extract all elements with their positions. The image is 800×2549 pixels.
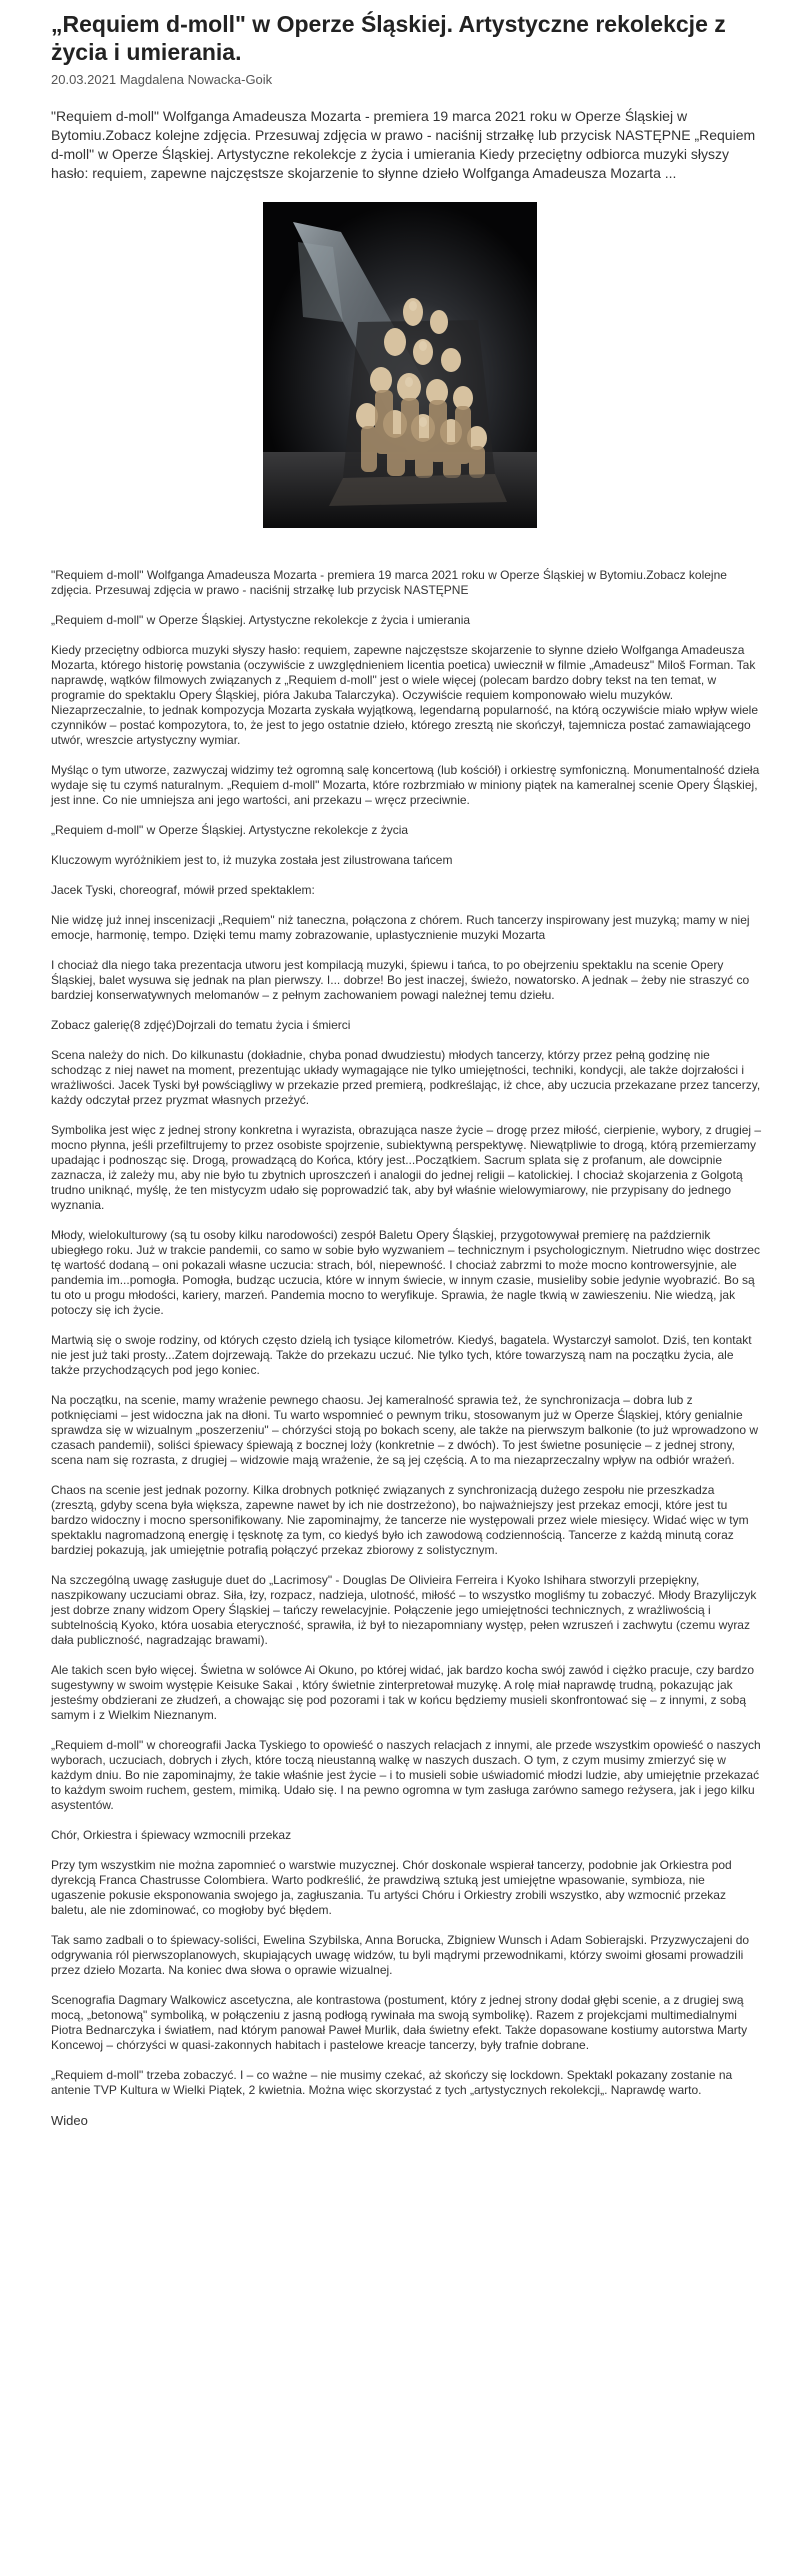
article-paragraph: Scenografia Dagmary Walkowicz ascetyczna, ale kontrastowa (postument, który z jednej strony dodał głębi scenie, a z drugiej swą mocą, „betonową" symboliką, w połączeniu z jasną podłogą rywinała ma swoją symbolikę). Razem z projekcjami multimedialnymi Piotra Bednarczyka i światłem, nad którym panował Paweł Murlik, dała świetny efekt. Także dopasowane kostiumy autorstwa Marty Koncewoj – chórzyści w quasi-zakonnych habitach i pastelowe kreacje tancerzy, były trafnie dobrane. (51, 1993, 748, 2052)
article-paragraph: Młody, wielokulturowy (są tu osoby kilku narodowości) zespół Baletu Opery Śląskiej, przygotowywał premierę na październik ubiegłego roku. Już w trakcie pandemii, co samo w sobie było wyzwaniem – technicznym i psychologicznym. Nietrudno więc dostrzec tę wartość dodaną – oni pokazali własne uczucia: strach, ból, niepewność. I chociaż zabrzmi to może mocno kontrowersyjnie, ale pandemia im...pomogła. Pomogła, budząc uczucia, które w innym świecie, w innym czasie, musieliby sobie jedynie wyobrazić. Bo są tu oto u progu młodości, kariery, marzeń. Pandemia mocno to weryfikuje. Sprawia, że nagle tkwią w zawieszeniu. Nie wiedzą, jak potoczy się ich życie. (51, 1228, 760, 1317)
gallery-link[interactable]: Zobacz galerię(8 zdjęć)Dojrzali do tematu życia i śmierci (51, 1018, 351, 1032)
article-paragraph: Scena należy do nich. Do kilkunastu (dokładnie, chyba ponad dwudziestu) młodych tancerzy, którzy przez pełną godzinę nie schodząc z niej nawet na moment, prezentując układy wymagające nie tylko umiejętności, techniki, kondycji, ale także dojrzałości i wrażliwości. Jacek Tyski był powściągliwy w przekazie przed premierą, podkreślając, iż chce, aby uczucia przekazane przez tancerzy, każdy odczytał przez pryzmat własnych przeżyć. (51, 1048, 761, 1107)
article-paragraph: Tak samo zadbali o to śpiewacy-soliści, Ewelina Szybilska, Anna Borucka, Zbigniew Wunsch i Adam Sobierajski. Przyzwyczajeni do odgrywania ról pierwszoplanowych, skupiających uwagę widzów, tu byli mądrymi przewodnikami, którzy swoimi głosami prowadzili przez dzieło Mozarta. Na koniec dwa słowa o oprawie wizualnej. (51, 1933, 750, 1977)
article-paragraph: Kiedy przeciętny odbiorca muzyki słyszy hasło: requiem, zapewne najczęstsze skojarzenie to słynne dzieło Wolfganga Amadeusza Mozarta, którego historię powstania (oczywiście z uwzględnieniem licentia poetica) uwiecznił w filmie „Amadeusz" Miloš Forman. Tak naprawdę, wątków filmowych związanych z „Requiem d-moll" jest o wiele więcej (polecam bardzo dobry tekst na ten temat, w programie do spektaklu Opery Śląskiej, pióra Jakuba Talarczyka). Oczywiście requiem komponowało wielu muzyków. Niezaprzeczalnie, to jednak kompozycja Mozarta zyskała wyjątkową, legendarną popularność, na którą oczywiście miało wpływ wiele czynników – postać kompozytora, to, że jest to jego ostatnie dzieło, którego zresztą nie skończył, tajemnicza postać zamawiającego utwór, wreszcie artystyczny wymiar. (51, 643, 758, 747)
article-paragraph: „Requiem d-moll" w choreografii Jacka Tyskiego to opowieść o naszych relacjach z innymi, ale przede wszystkim opowieść o naszych wyborach, uczuciach, dobrych i złych, które toczą nieustanną walkę w naszych duszach. O tym, z czym musimy zmierzyć się w każdym dniu. Bo nie zapominajmy, że takie właśnie jest życie – i to musieli sobie uświadomić młodzi ludzie, aby umiejętnie przekazać to każdym swoim ruchem, gestem, mimiką. Udało się. I na pewno ogromna w tym zasługa zarówno samego reżysera, jak i jego kilku asystentów. (51, 1738, 761, 1812)
article-paragraph: Na początku, na scenie, mamy wrażenie pewnego chaosu. Jej kameralność sprawia też, że synchronizacja – dobra lub z potknięciami – jest widoczna jak na dłoni. Tu warto wspomnieć o pewnym triku, stosowanym już w Operze Śląskiej, który genialnie sprawdza się w wizualnym „poszerzeniu" – chórzyści stoją po bokach sceny, ale także na pierwszym balkonie (to już wprowadzono w czasach pandemii), soliści śpiewacy śpiewają z bocznej loży (konkretnie – z dwóch). To jest świetne posunięcie – z jednej strony, scena nam się rozrasta, z drugiej – widzowie mają wrażenie, że są jej częścią. A to ma niezaprzeczalny wpływ na odbiór wrażeń. (51, 1393, 759, 1467)
article-subheading: Kluczowym wyróżnikiem jest to, iż muzyka została jest zilustrowana tańcem (51, 853, 453, 867)
article-paragraph: I chociaż dla niego taka prezentacja utworu jest kompilacją muzyki, śpiewu i tańca, to po obejrzeniu spektaklu na scenie Opery Śląskiej, balet wysuwa się jednak na plan pierwszy. I... dobrze! Bo jest inaczej, świeżo, nowatorsko. A jednak – żeby nie straszyć co bardziej konserwatywnych melomanów – z pełnym zachowaniem powagi należnej temu dziełu. (51, 958, 750, 1002)
article-title: „Requiem d-moll" w Operze Śląskiej. Artystyczne rekolekcje z życia i umierania. (51, 11, 726, 65)
article-meta (51, 72, 762, 87)
stage-photo-image (263, 202, 537, 528)
article-paragraph: Myśląc o tym utworze, zazwyczaj widzimy też ogromną salę koncertową (lub kościół) i orkiestrę symfoniczną. Monumentalność dzieła wydaje się tu czymś naturalnym. „Requiem d-moll" Mozarta, które rozbrzmiało w miniony piątek na kameralnej scenie Opery Śląskiej, jest inne. Co nie umniejsza ani jego wartości, ani przekazu – wręcz przeciwnie. (51, 763, 760, 807)
article-paragraph: "Requiem d-moll" Wolfganga Amadeusza Mozarta - premiera 19 marca 2021 roku w Operze Śląskiej w Bytomiu.Zobacz kolejne zdjęcia. Przesuwaj zdjęcia w prawo - naciśnij strzałkę lub przycisk NASTĘPNE (51, 568, 727, 597)
article-paragraph: Symbolika jest więc z jednej strony konkretna i wyrazista, obrazująca nasze życie – drogę przez miłość, cierpienie, wybory, z drugiej – mocno płynna, jeśli przefiltrujemy to przez osobiste spojrzenie, subiektywną perspektywę. Niewątpliwie to drogą, którą przemierzamy upadając i podnosząc się. Drogą, prowadzącą do Końca, który jest...Początkiem. Sacrum splata się z profanum, ale dowcipnie zaznacza, iż zależy mu, aby nie było tu zbytnich uproszczeń i analogii do jednej religii – katolickiej. I chociaż skojarzenia z Golgotą trudno uniknąć, myślę, że ten mistycyzm udało się poprowadzić tak, aby był właśnie wielowymiarowy, nie przypisany do jednego wyznania. (51, 1123, 762, 1212)
article-subheading: „Requiem d-moll" w Operze Śląskiej. Artystyczne rekolekcje z życia i umierania (51, 613, 471, 627)
article-quote: Nie widzę już innej inscenizacji „Requiem" niż taneczna, połączona z chórem. Ruch tancerzy inspirowany jest muzyką; mamy w niej emocje, harmonię, tempo. Dzięki temu mamy zobrazowanie, uplastycznienie muzyki Mozarta (51, 913, 750, 942)
article-paragraph: Przy tym wszystkim nie można zapomnieć o warstwie muzycznej. Chór doskonale wspierał tancerzy, podobnie jak Orkiestra pod dyrekcją Franca Chastrusse Colombiera. Warto podkreślić, że prawdziwą sztuką jest umiejętne wpasowanie, symbioza, nie ugaszenie pokusie eksponowania swojego ja, zagłuszania. Tu artyści Chóru i Orkiestry zrobili wszystko, aby wzmocnić przekaz baletu, ale nie zdominować, co mogłoby być błędem. (51, 1858, 732, 1917)
article-paragraph: Chaos na scenie jest jednak pozorny. Kilka drobnych potknięć związanych z synchronizacją dużego zespołu nie przeszkadza (zresztą, gdyby scena była większa, zapewne nawet by ich nie dostrzeżono), bo najważniejszy jest przekaz emocji, które jest tu bardzo widoczny i mocno spersonifikowany. Nie zapominajmy, że tancerze nie występowali przez wiele miesięcy. Widać więc w tym spektaklu nagromadzoną energię i tęsknotę za tym, co kiedyś było ich zawodową codziennością. Tancerze z każdą minutą coraz bardziej pokazują, jak umiejętnie potrafią połączyć przekaz zbiorowy z solistycznym. (51, 1483, 749, 1557)
article-paragraph: Na szczególną uwagę zasługuje duet do „Lacrimosy" - Douglas De Olivieira Ferreira i Kyoko Ishihara stworzyli przepiękny, naszpikowany uczuciami obraz. Siła, łzy, rozpacz, nadzieja, ulotność, miłość – to wszystko mogliśmy tu zobaczyć. Młody Brazylijczyk jest dobrze znany widzom Opery Śląskiej – tańczy rewelacyjnie. Połączenie jego umiejętności technicznych, z wrażliwością i subtelnością Kyoko, która uosabia eteryczność, sprawiła, iż był to niezapomniany występ, pełen wzruszeń i zachwytu (czemu wyraz dała publiczność, nagradzając brawami). (51, 1573, 757, 1647)
article-author: Magdalena Nowacka-Goik (119, 72, 273, 87)
article-paragraph: Martwią się o swoje rodziny, od których często dzielą ich tysiące kilometrów. Kiedyś, bagatela. Wystarczył samolot. Dziś, ten kontakt nie jest już taki prosty...Zatem dojrzewają. Także do przekazu uczuć. Nie tylko tych, które towarzyszą nam na początku życia, ale także przychodzących pod jego koniec. (51, 1333, 752, 1377)
article-subheading: Chór, Orkiestra i śpiewacy wzmocnili przekaz (51, 1828, 292, 1842)
article-subheading: „Requiem d-moll" w Operze Śląskiej. Artystyczne rekolekcje z życia (51, 823, 409, 837)
video-section-label: Wideo (51, 2113, 88, 2128)
article-paragraph: Jacek Tyski, choreograf, mówił przed spektaklem: (51, 883, 315, 897)
article-photo[interactable] (263, 202, 537, 528)
article-date: 20.03.2021 (51, 72, 117, 87)
article-lead: "Requiem d-moll" Wolfganga Amadeusza Mozarta - premiera 19 marca 2021 roku w Operze Śląskiej w Bytomiu.Zobacz kolejne zdjęcia. Przesuwaj zdjęcia w prawo - naciśnij strzałkę lub przycisk NASTĘPNE „Requiem d-moll" w Operze Śląskiej. Artystyczne rekolekcje z życia i umierania Kiedy przeciętny odbiorca muzyki słyszy hasło: requiem, zapewne najczęstsze skojarzenie to słynne dzieło Wolfganga Amadeusza Mozarta ... (51, 108, 756, 181)
article-body (51, 568, 762, 2098)
article-paragraph: Ale takich scen było więcej. Świetna w solówce Ai Okuno, po której widać, jak bardzo kocha swój zawód i ciężko pracuje, czy bardzo sugestywny w swoim występie Keisuke Sakai , który świetnie zinterpretował muzykę. A rolę miał naprawdę trudną, pokazując jak jesteśmy obdzierani ze złudzeń, a chowając się pod pozorami i tak w końcu będziemy musieli skonfrontować się – z innymi, z sobą samym i z Wielkim Nieznanym. (51, 1663, 755, 1722)
article-paragraph: „Requiem d-moll" trzeba zobaczyć. I – co ważne – nie musimy czekać, aż skończy się lockdown. Spektakl pokazany zostanie na antenie TVP Kultura w Wielki Piątek, 2 kwietnia. Można więc skorzystać z tych „artystycznych rekolekcji„. Naprawdę warto. (51, 2068, 733, 2097)
